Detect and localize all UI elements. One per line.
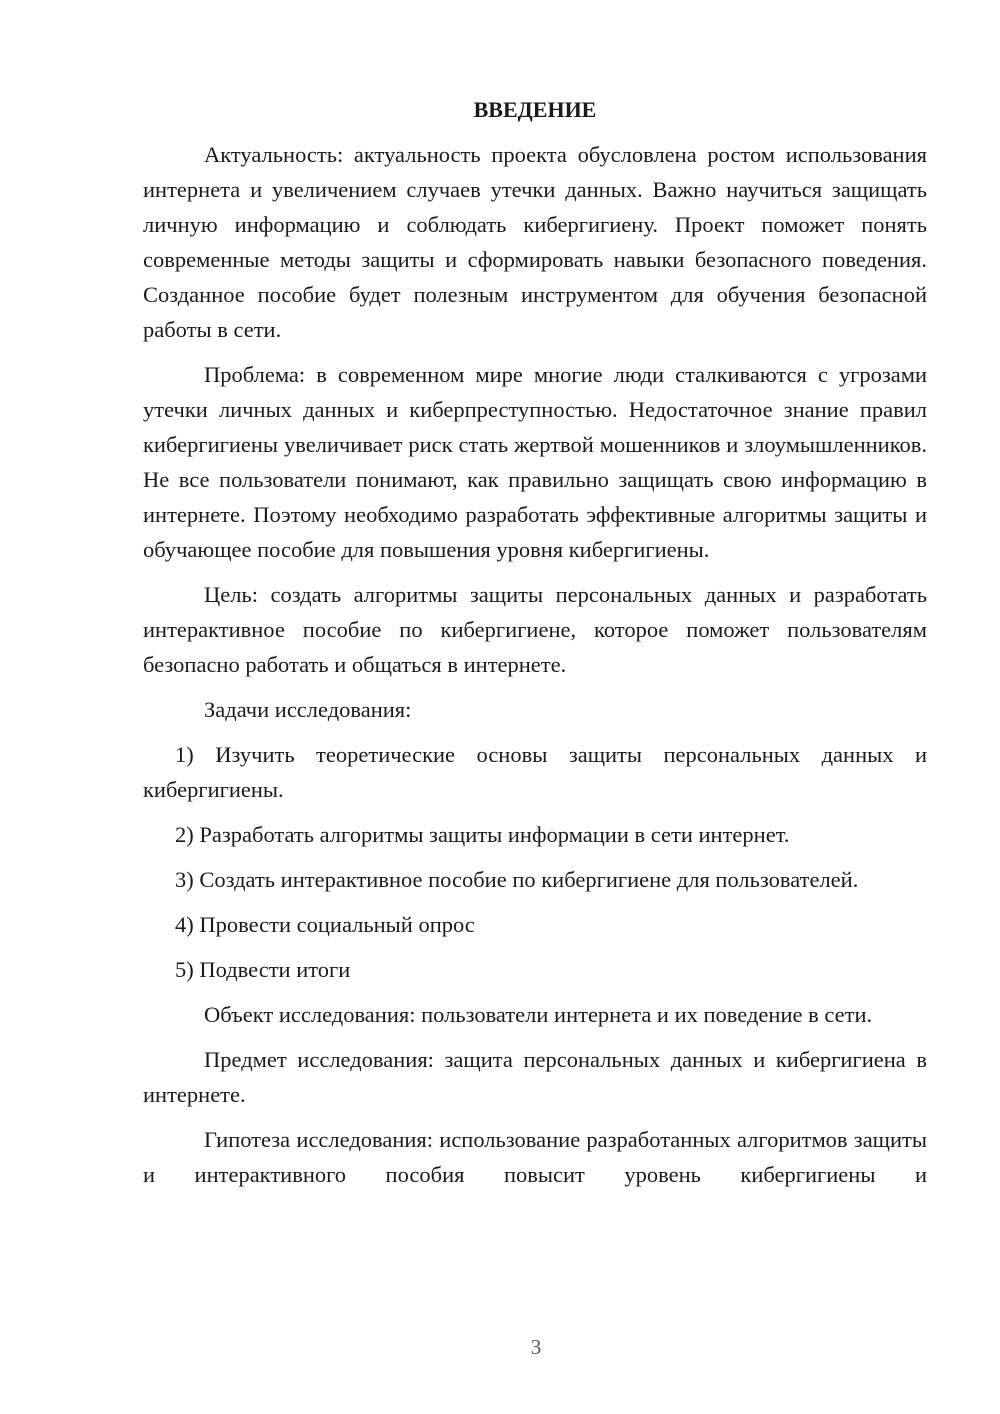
task-item-2: 2) Разработать алгоритмы защиты информации в сети интернет. [175, 822, 790, 847]
paragraph-goal: Цель: создать алгоритмы защиты персональных данных и разработать интерактивное пособие по кибергигиене, которое поможет пользователям безопасно работать и общаться в интернете. [143, 582, 927, 677]
paragraph-problem: Проблема: в современном мире многие люди сталкиваются с угрозами утечки личных данных и киберпреступностью. Недостаточное знание правил кибергигиены увеличивает риск стать жертвой мошенников и злоумышленников. Не все пользователи понимают, как правильно защищать свою информацию в интернете. Поэтому необходимо разработать эффективные алгоритмы защиты и обучающее пособие для повышения уровня кибергигиены. [143, 362, 927, 562]
page-content [143, 94, 927, 1192]
task-item-3: 3) Создать интерактивное пособие по кибергигиене для пользователей. [175, 867, 859, 892]
page-number: 3 [530, 1335, 542, 1359]
paragraph-hypothesis: Гипотеза исследования: использование разработанных алгоритмов защиты и интерактивного пособия повысит уровень кибергигиены и [143, 1127, 927, 1187]
paragraph-relevance: Актуальность: актуальность проекта обусловлена ростом использования интернета и увеличением случаев утечки данных. Важно научиться защищать личную информацию и соблюдать кибергигиену. Проект поможет понять современные методы защиты и сформировать навыки безопасного поведения. Созданное пособие будет полезным инструментом для обучения безопасной работы в сети. [143, 142, 927, 342]
paragraph-object: Объект исследования: пользователи интернета и их поведение в сети. [204, 1002, 873, 1027]
task-item-4: 4) Провести социальный опрос [175, 912, 475, 937]
page-title: ВВЕДЕНИЕ [473, 97, 597, 122]
task-item-5: 5) Подвести итоги [175, 957, 351, 982]
paragraph-subject: Предмет исследования: защита персональных данных и кибергигиена в интернете. [143, 1047, 927, 1107]
task-item-1: 1) Изучить теоретические основы защиты персональных данных и кибергигиены. [143, 742, 927, 802]
paragraph-tasks-heading: Задачи исследования: [204, 697, 412, 722]
